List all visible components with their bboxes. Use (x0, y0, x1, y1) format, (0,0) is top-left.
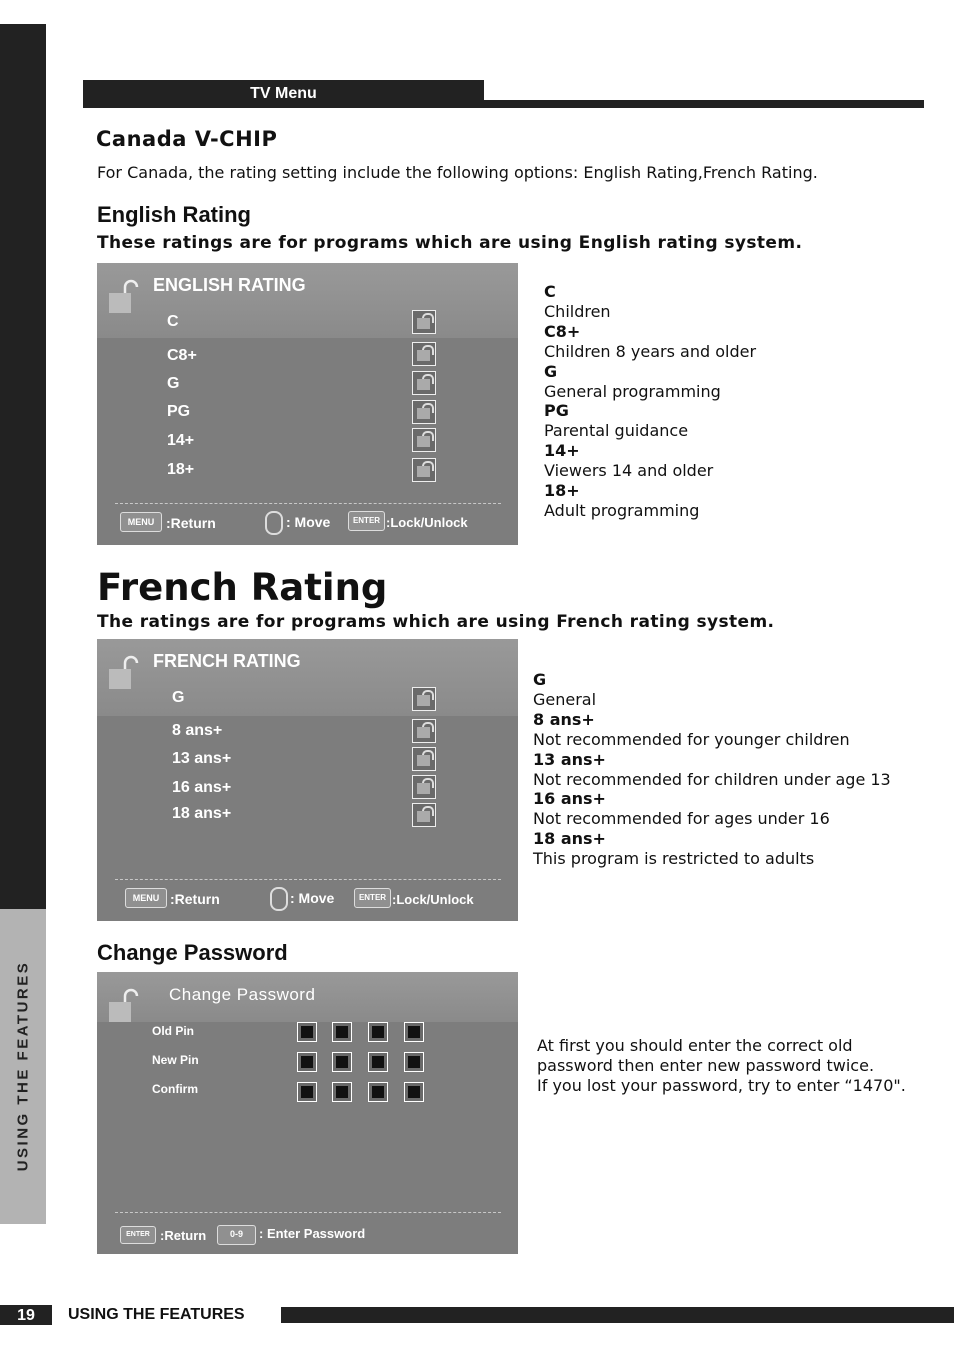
digits-button[interactable]: 0-9 (217, 1225, 256, 1245)
pin-digit-input[interactable] (368, 1052, 388, 1072)
rating-item[interactable]: 14+ (167, 432, 195, 449)
lock-toggle-icon[interactable] (412, 342, 436, 366)
legend-code: 18+ (544, 481, 580, 501)
pin-digit-input[interactable] (332, 1022, 352, 1042)
legend-meaning: Parental guidance (544, 421, 689, 441)
password-note (537, 1036, 906, 1096)
vchip-description: For Canada, the rating setting include the following options: English Rating,French Rating. (97, 163, 818, 182)
pin-digit-input[interactable] (297, 1022, 317, 1042)
legend-meaning: Children 8 years and older (544, 341, 757, 361)
lock-unlock-label: :Lock/Unlock (392, 892, 474, 907)
lock-toggle-icon[interactable] (412, 371, 436, 395)
rating-item[interactable]: G (172, 689, 185, 706)
move-label: : Move (290, 890, 335, 906)
english-rating-subtitle: These ratings are for programs which are using English rating system. (97, 233, 803, 253)
change-password-panel (97, 972, 518, 1254)
footer-rule (281, 1307, 954, 1323)
legend-code: 18 ans+ (533, 829, 606, 849)
legend-code: 16 ans+ (533, 789, 606, 809)
confirm-label: Confirm (152, 1082, 198, 1096)
panel-title: ENGLISH RATING (153, 275, 306, 295)
padlock-icon (105, 277, 131, 307)
lock-toggle-icon[interactable] (412, 310, 436, 334)
rating-item[interactable]: 8 ans+ (172, 722, 223, 739)
french-rating-subtitle: The ratings are for programs which are using French rating system. (97, 612, 775, 632)
divider (115, 1212, 501, 1213)
english-rating-title: English Rating (97, 202, 251, 227)
lock-toggle-icon[interactable] (412, 400, 436, 424)
french-rating-panel (97, 639, 518, 921)
note-line: If you lost your password, try to enter “1470". (537, 1076, 906, 1095)
pin-digit-input[interactable] (297, 1052, 317, 1072)
pin-digit-input[interactable] (404, 1082, 424, 1102)
english-legend (544, 282, 756, 521)
legend-code: C (544, 282, 556, 301)
page-number: 19 (0, 1305, 52, 1325)
padlock-icon (105, 986, 131, 1016)
rating-item[interactable]: 18 ans+ (172, 805, 232, 822)
rating-item[interactable]: 16 ans+ (172, 779, 232, 796)
legend-meaning: Not recommended for ages under 16 (533, 809, 830, 829)
menu-button[interactable]: MENU (120, 512, 162, 532)
vchip-title: Canada V-CHIP (96, 127, 278, 151)
enter-button[interactable]: ENTER (348, 511, 385, 531)
legend-meaning: General (533, 689, 597, 709)
lock-toggle-icon[interactable] (412, 687, 436, 711)
legend-code: C8+ (544, 321, 581, 341)
legend-meaning: Adult programming (544, 500, 700, 520)
legend-code: 8 ans+ (533, 709, 595, 729)
legend-meaning: Children (544, 301, 611, 321)
rating-item[interactable]: G (167, 375, 180, 392)
panel-title: FRENCH RATING (153, 651, 301, 671)
rating-item[interactable]: C8+ (167, 347, 197, 364)
lock-unlock-label: :Lock/Unlock (386, 515, 468, 530)
enter-button[interactable]: ENTER (120, 1226, 156, 1244)
side-tab-label: USING THE FEATURES (14, 960, 32, 1172)
pin-digit-input[interactable] (297, 1082, 317, 1102)
lock-toggle-icon[interactable] (412, 719, 436, 743)
legend-code: 13 ans+ (533, 749, 606, 769)
pin-digit-input[interactable] (332, 1082, 352, 1102)
lock-toggle-icon[interactable] (412, 428, 436, 452)
padlock-icon (105, 653, 131, 683)
legend-meaning: Not recommended for younger children (533, 729, 850, 749)
legend-code: 14+ (544, 441, 580, 461)
lock-toggle-icon[interactable] (412, 775, 436, 799)
rating-item[interactable]: C (167, 313, 179, 330)
side-tab-black (0, 24, 46, 909)
pin-digit-input[interactable] (404, 1052, 424, 1072)
english-rating-panel (97, 263, 518, 545)
return-label: :Return (160, 1228, 207, 1243)
legend-code: PG (544, 401, 569, 421)
legend-code: G (544, 361, 558, 381)
legend-code: G (533, 670, 547, 689)
panel-title: Change Password (169, 985, 316, 1004)
return-label: :Return (166, 515, 216, 531)
move-icon (265, 511, 283, 535)
move-icon (270, 887, 288, 911)
pin-digit-input[interactable] (368, 1022, 388, 1042)
new-pin-label: New Pin (152, 1053, 199, 1067)
change-password-title: Change Password (97, 940, 288, 965)
pin-digit-input[interactable] (404, 1022, 424, 1042)
note-line: At first you should enter the correct old (537, 1036, 853, 1055)
old-pin-label: Old Pin (152, 1024, 194, 1038)
pin-digit-input[interactable] (368, 1082, 388, 1102)
tv-menu-header: TV Menu (83, 80, 484, 108)
lock-toggle-icon[interactable] (412, 803, 436, 827)
menu-button[interactable]: MENU (125, 888, 167, 908)
enter-button[interactable]: ENTER (354, 888, 391, 908)
rating-item[interactable]: 13 ans+ (172, 750, 232, 767)
legend-meaning: Viewers 14 and older (544, 461, 714, 481)
rating-item[interactable]: 18+ (167, 461, 195, 478)
divider (115, 503, 501, 504)
footer-section-label: USING THE FEATURES (68, 1306, 245, 1323)
pin-digit-input[interactable] (332, 1052, 352, 1072)
move-label: : Move (286, 514, 331, 530)
divider (115, 879, 501, 880)
legend-meaning: General programming (544, 381, 721, 401)
legend-meaning: Not recommended for children under age 13 (533, 769, 891, 789)
french-legend (533, 670, 891, 869)
return-label: :Return (170, 891, 220, 907)
header-rule (484, 100, 924, 108)
lock-toggle-icon[interactable] (412, 747, 436, 771)
enter-password-label: : Enter Password (259, 1226, 366, 1241)
note-line: password then enter new password twice. (537, 1056, 875, 1075)
legend-meaning: This program is restricted to adults (533, 849, 815, 869)
french-rating-title: French Rating (97, 566, 388, 609)
rating-item[interactable]: PG (167, 403, 191, 420)
lock-toggle-icon[interactable] (412, 458, 436, 482)
